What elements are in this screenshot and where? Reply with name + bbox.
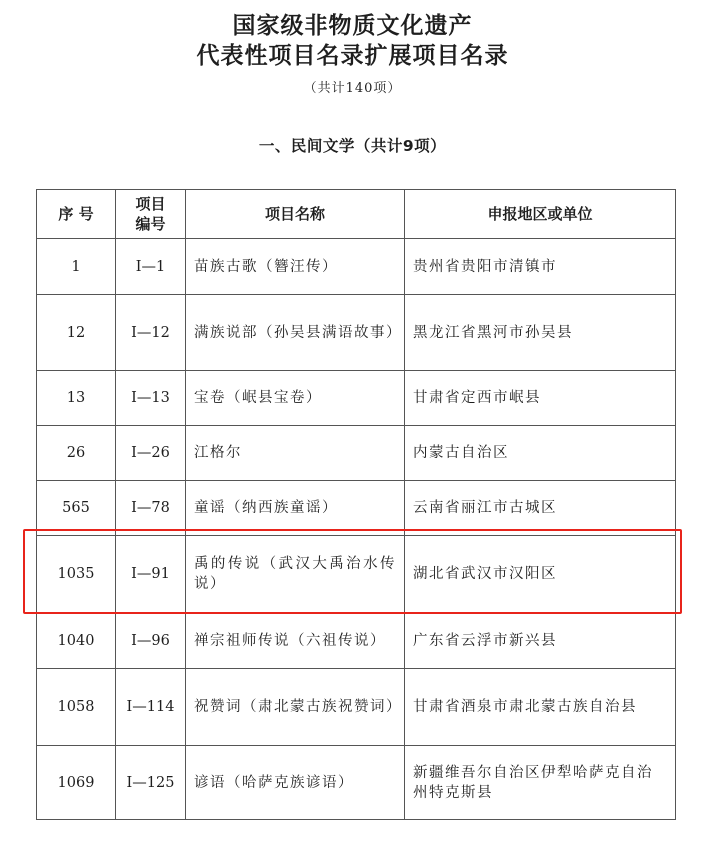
cell-name: 禹的传说（武汉大禹治水传说） [186,536,405,613]
cell-seq: 1058 [37,669,116,746]
table-row [37,613,676,669]
cell-code: Ⅰ—91 [116,536,186,613]
title-line-1: 国家级非物质文化遗产 [232,13,473,39]
cell-seq: 26 [37,426,116,481]
cell-region: 贵州省贵阳市清镇市 [405,239,676,295]
cell-code: Ⅰ—125 [116,746,186,820]
header-code [116,190,186,239]
cell-name: 满族说部（孙吴县满语故事） [186,295,405,371]
cell-code: Ⅰ—1 [116,239,186,295]
cell-code: Ⅰ—13 [116,371,186,426]
cell-seq: 1040 [37,613,116,669]
section-heading: 一、民间文学（共计9项） [258,137,447,155]
table-row [37,371,676,426]
table-row [37,426,676,481]
cell-name: 谚语（哈萨克族谚语） [186,746,405,820]
cell-code: Ⅰ—26 [116,426,186,481]
table-row [37,295,676,371]
title-line-2: 代表性项目名录扩展项目名录 [196,43,509,69]
cell-code: Ⅰ—78 [116,481,186,536]
header-name: 项目名称 [186,190,405,239]
table-row [37,669,676,746]
highlight-box [23,529,682,614]
header-code-line2: 编号 [135,215,166,233]
cell-seq: 1 [37,239,116,295]
cell-seq: 13 [37,371,116,426]
cell-code: Ⅰ—114 [116,669,186,746]
cell-seq: 1069 [37,746,116,820]
cell-seq: 12 [37,295,116,371]
cell-name: 宝卷（岷县宝卷） [186,371,405,426]
table-row [37,746,676,820]
cell-region: 湖北省武汉市汉阳区 [405,536,676,613]
header-region: 申报地区或单位 [405,190,676,239]
cell-code: Ⅰ—12 [116,295,186,371]
table-row [37,239,676,295]
cell-seq: 565 [37,481,116,536]
cell-name: 苗族古歌（簪汪传） [186,239,405,295]
cell-seq: 1035 [37,536,116,613]
cell-region: 内蒙古自治区 [405,426,676,481]
cell-name: 江格尔 [186,426,405,481]
cell-name: 禅宗祖师传说（六祖传说） [186,613,405,669]
cell-region: 黑龙江省黑河市孙吴县 [405,295,676,371]
cell-name: 童谣（纳西族童谣） [186,481,405,536]
table-header-row [37,190,676,239]
subtitle: （共计140项） [303,81,402,96]
cell-code: Ⅰ—96 [116,613,186,669]
cell-region: 甘肃省酒泉市肃北蒙古族自治县 [405,669,676,746]
cell-name: 祝赞词（肃北蒙古族祝赞词） [186,669,405,746]
table-row [37,481,676,536]
cell-region: 新疆维吾尔自治区伊犁哈萨克自治州特克斯县 [405,746,676,820]
cell-region: 云南省丽江市古城区 [405,481,676,536]
cell-region: 广东省云浮市新兴县 [405,613,676,669]
heritage-table [36,189,676,820]
header-code-line1: 项目 [135,195,166,213]
cell-region: 甘肃省定西市岷县 [405,371,676,426]
header-seq: 序 号 [37,190,116,239]
